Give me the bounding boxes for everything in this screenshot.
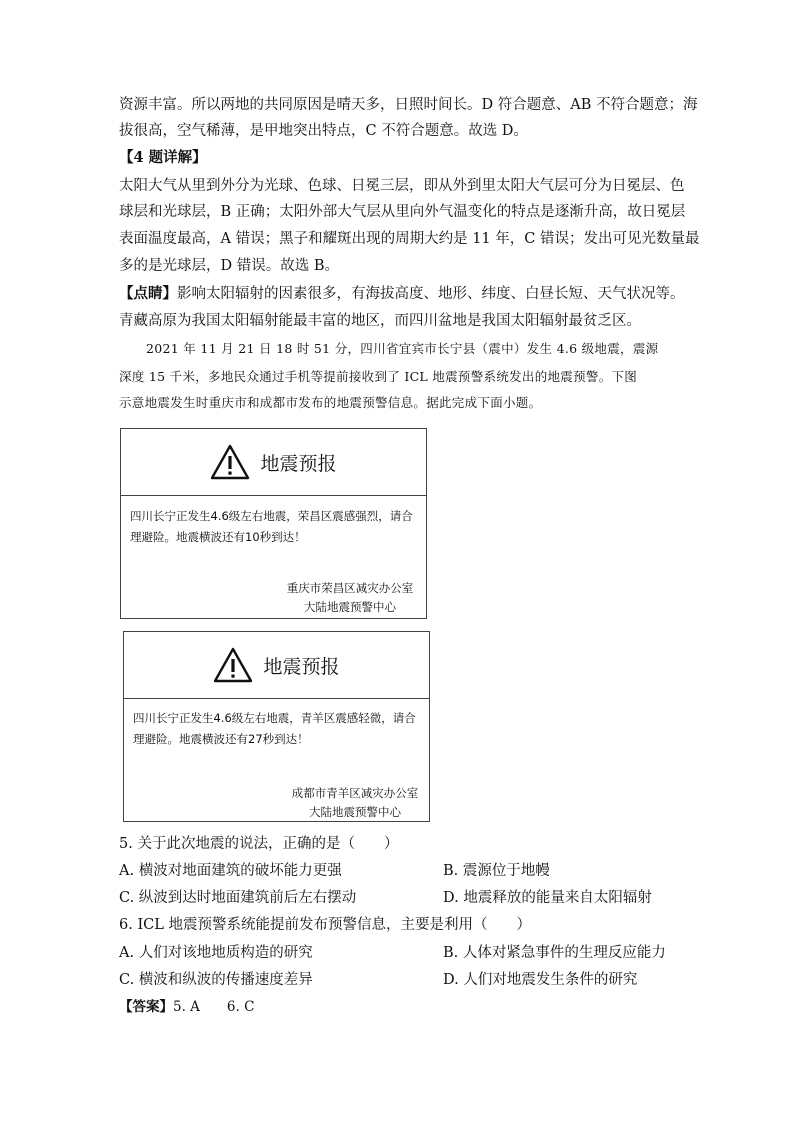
q5-stem: 5. 关于此次地震的说法，正确的是（ ） [119,836,399,852]
paragraph-line: 表面温度最高，A 错误；黑子和耀斑出现的周期大约是 11 年，C 错误；发出可见光数量最 [119,231,700,247]
alert-message-line: 四川长宁正发生4.6级左右地震，荣昌区震感强烈，请合 [130,509,413,523]
stem-line: 2021 年 11 月 21 日 18 时 51 分，四川省宜宾市长宁县（震中）发生 4.6 级地震，震源 [146,341,659,356]
warning-triangle-icon [210,444,250,480]
alert-header [124,632,429,699]
q5-option-c: C. 纵波到达时地面建筑前后左右摆动 [119,890,357,906]
answer-line [119,997,254,1017]
q6-option-d: D. 人们对地震发生条件的研究 [443,972,638,988]
answer-text: 5. A 6. C [173,999,255,1015]
alert-message-line: 理避险。地震横波还有10秒到达！ [130,530,306,544]
q6-option-b: B. 人体对紧急事件的生理反应能力 [443,945,666,961]
alert-title: 地震预报 [260,452,337,475]
tip-label: 【点睛】 [119,285,177,302]
warning-triangle-icon [213,647,253,683]
alert-message [130,506,413,548]
q6-stem: 6. ICL 地震预警系统能提前发布预警信息，主要是利用（ ） [119,917,532,933]
paragraph-line: 拔很高，空气稀薄，是甲地突出特点，C 不符合题意。故选 D。 [119,123,528,139]
alert-header [121,429,426,496]
q6-option-c: C. 横波和纵波的传播速度差异 [119,972,313,988]
tip-text: 影响太阳辐射的因素很多，有海拔高度、地形、纬度、白昼长短、天气状况等。 [177,286,685,302]
alert-message-line: 四川长宁正发生4.6级左右地震，青羊区震感轻微，请合 [133,711,416,725]
alert-card-chongqing [120,428,427,619]
paragraph-line: 青藏高原为我国太阳辐射能最丰富的地区，而四川盆地是我国太阳辐射最贫乏区。 [119,313,641,329]
tip-line [119,284,685,304]
alert-signature [285,784,425,822]
answer-label: 【答案】 [119,999,173,1015]
alert-message [133,708,416,750]
alert-sender: 成都市青羊区减灾办公室 [291,786,419,800]
alert-sender: 重庆市荣昌区减灾办公室 [286,581,414,595]
paragraph-line: 资源丰富。所以两地的共同原因是晴天多，日照时间长。D 符合题意、AB 不符合题意；海 [119,97,698,113]
paragraph-line: 球层和光球层，B 正确；太阳外部大气层从里向外气温变化的特点是逐渐升高，故日冕层 [119,204,686,220]
alert-center: 大陆地震预警中心 [304,600,396,614]
q5-option-b: B. 震源位于地幔 [443,863,550,879]
paragraph-line: 多的是光球层，D 错误。故选 B。 [119,258,339,274]
alert-center: 大陆地震预警中心 [309,805,401,819]
stem-line: 示意地震发生时重庆市和成都市发布的地震预警信息。据此完成下面小题。 [119,395,542,410]
stem-line: 深度 15 千米，多地民众通过手机等提前接收到了 ICL 地震预警系统发出的地震预警。下图 [119,369,638,384]
q6-option-a: A. 人们对该地地质构造的研究 [119,945,313,961]
paragraph-line: 太阳大气从里到外分为光球、色球、日冕三层，即从外到里太阳大气层可分为日冕层、色 [119,178,685,194]
alert-message-line: 理避险。地震横波还有27秒到达！ [133,732,309,746]
q4-heading: 【4 题详解】 [119,149,207,166]
q5-option-d: D. 地震释放的能量来自太阳辐射 [443,890,652,906]
alert-title: 地震预报 [263,655,340,678]
q5-option-a: A. 横波对地面建筑的破坏能力更强 [119,863,342,879]
alert-card-chengdu [123,631,430,822]
alert-signature [280,579,420,617]
